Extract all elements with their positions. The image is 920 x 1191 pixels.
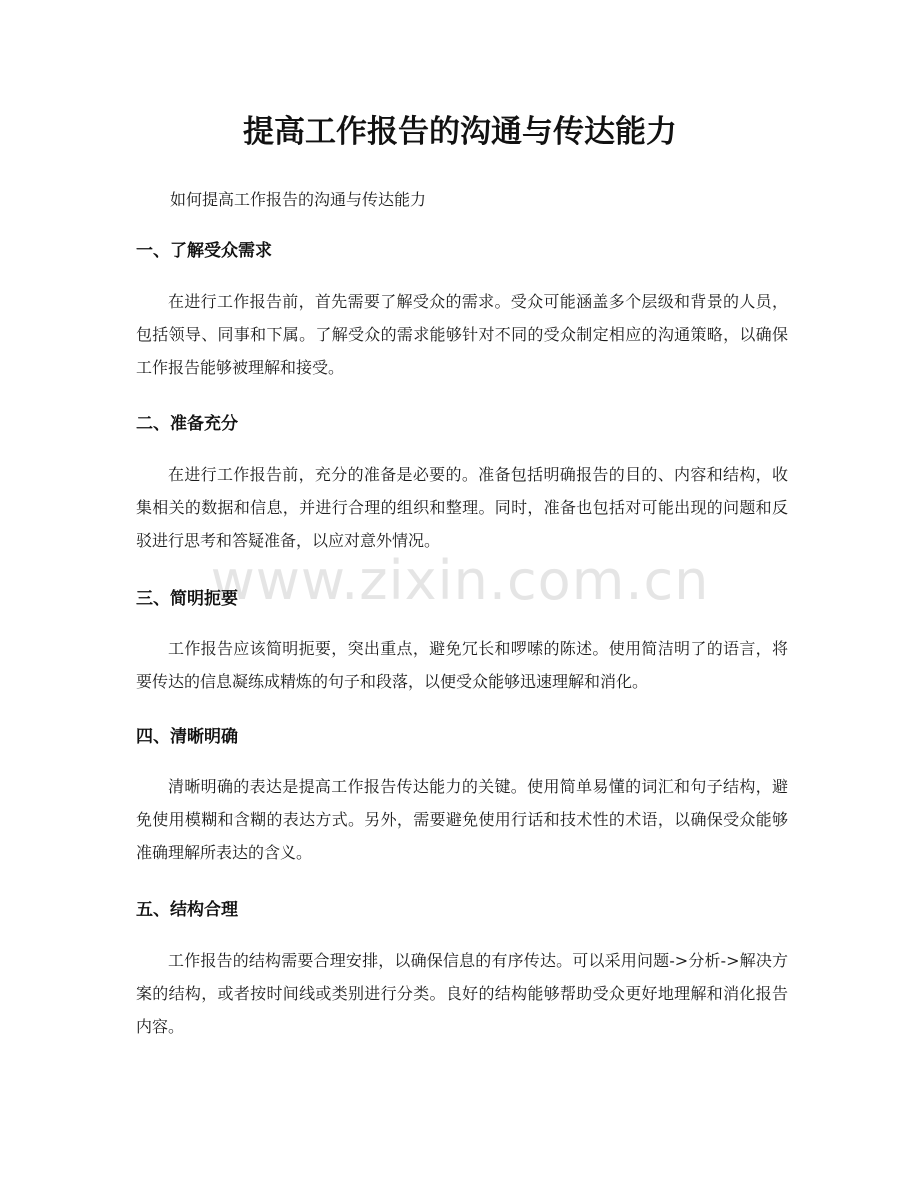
section-heading-1: 一、了解受众需求 [136,241,272,261]
section-heading-5: 五、结构合理 [136,900,238,920]
document-intro: 如何提高工作报告的沟通与传达能力 [170,190,427,209]
watermark-text: www.zixin.com.cn [210,549,710,612]
section-body-5: 工作报告的结构需要合理安排，以确保信息的有序传达。可以采用问题->分析->解决方案的结构，或者按时间线或类别进行分类。良好的结构能够帮助受众更好地理解和消化报告内容。 [136,951,788,1036]
section-body-3: 工作报告应该简明扼要，突出重点，避免冗长和啰嗦的陈述。使用简洁明了的语言，将要传达的信息凝练成精炼的句子和段落，以便受众能够迅速理解和消化。 [136,639,788,691]
section-body-4: 清晰明确的表达是提高工作报告传达能力的关键。使用简单易懂的词汇和句子结构，避免使用模糊和含糊的表达方式。另外，需要避免使用行话和技术性的术语，以确保受众能够准确理解所表达的含义。 [136,777,788,862]
document-title: 提高工作报告的沟通与传达能力 [243,114,677,150]
section-body-2: 在进行工作报告前，充分的准备是必要的。准备包括明确报告的目的、内容和结构，收集相关的数据和信息，并进行合理的组织和整理。同时，准备也包括对可能出现的问题和反驳进行思考和答疑准备，以应对意外情况。 [136,465,788,550]
section-heading-4: 四、清晰明确 [136,727,238,747]
section-heading-2: 二、准备充分 [136,414,238,434]
section-heading-3: 三、简明扼要 [136,589,238,609]
section-body-1: 在进行工作报告前，首先需要了解受众的需求。受众可能涵盖多个层级和背景的人员，包括领导、同事和下属。了解受众的需求能够针对不同的受众制定相应的沟通策略，以确保工作报告能够被理解和接受。 [136,292,788,377]
